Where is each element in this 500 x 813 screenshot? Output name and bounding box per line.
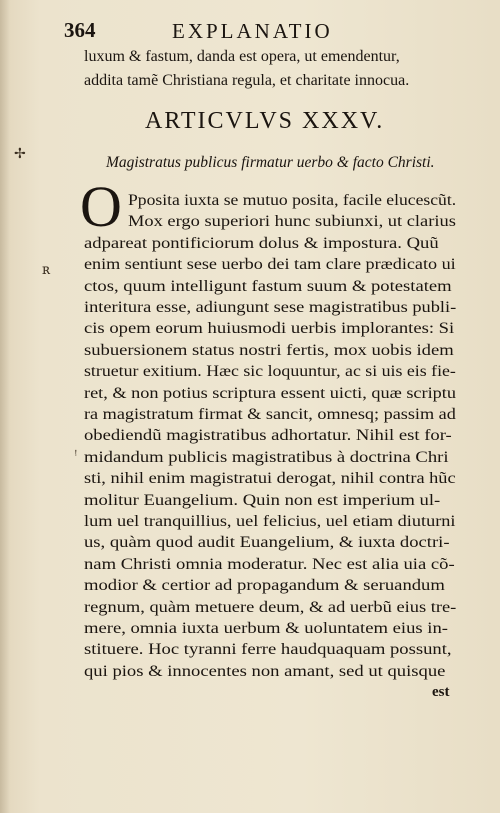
margin-tick-mark: ʀ <box>42 262 51 278</box>
body-text-line: modior & certior ad propagandum & seruandum <box>84 576 445 595</box>
continued-text-line: luxum & fastum, danda est opera, ut emendentur, <box>84 48 400 65</box>
body-text-line: cis opem eorum huiusmodi uerbis implorantes: Si <box>84 319 455 338</box>
running-title: EXPLANATIO <box>172 19 333 43</box>
margin-dot-mark: ꜝ <box>74 448 78 464</box>
gutter-shadow <box>0 0 10 813</box>
drop-initial: O <box>80 174 122 239</box>
body-text-line: enim sentiunt sese uerbo dei tam clare prædicato ui <box>84 255 456 274</box>
body-text-line: ret, & non potius scriptura essent uicti, quæ scriptu <box>84 383 456 402</box>
body-text-line: molitur Euangelium. Quin non est imperium ul- <box>84 490 441 509</box>
continued-text-line: addita tamẽ Christiana regula, et charitate innocua. <box>84 72 410 89</box>
margin-ornament-icon: ✢ <box>14 146 26 162</box>
page-number: 364 <box>64 18 96 42</box>
body-text-line: obediendũ magistratibus adhortatur. Nihil est for- <box>84 426 452 445</box>
body-text-line: mere, omnia iuxta uerbum & uoluntatem eius in- <box>84 619 448 637</box>
body-text-line: struetur exitium. Hæc sic loquuntur, ac si uis eis fie- <box>84 362 456 381</box>
body-text-line: lum uel tranquillius, uel felicius, uel etiam diuturni <box>84 512 456 530</box>
article-argument: Magistratus publicus firmatur uerbo & facto Christi. <box>106 154 435 171</box>
body-text-line: Pposita iuxta se mutuo posita, facile elucescũt. <box>128 191 457 209</box>
body-text-line: ra magistratum firmat & sancit, omnesq; passim ad <box>84 405 456 423</box>
body-text-line: us, quàm quod audit Euangelium, & iuxta doctri- <box>84 533 450 552</box>
body-text-line: stituere. Hoc tyranni ferre haudquaquam possunt, <box>84 640 452 659</box>
body-text-line: midandum publicis magistratibus à doctrina Chri <box>84 447 449 466</box>
running-head <box>64 18 454 46</box>
body-text-line: nam Christi omnia moderatur. Nec est alia uia cõ- <box>84 554 455 573</box>
body-text-line: ctos, quum intelligunt fastum suum & potestatem <box>84 276 452 295</box>
body-text-line: interitura esse, adiungunt sese magistratibus publi- <box>84 298 457 316</box>
body-text-line: regnum, quàm metuere deum, & ad uerbũ eius tre- <box>84 597 457 616</box>
body-text-line: sti, nihil enim magistratui derogat, nihil contra hũc <box>84 469 456 488</box>
body-text-line: adpareat pontificiorum dolus & impostura. Quũ <box>84 233 439 252</box>
body-text-line: Mox ergo superiori hunc subiunxi, ut clarius <box>128 212 456 231</box>
article-heading: ARTICVLVS XXXV. <box>145 108 385 134</box>
catchword: est <box>432 684 450 700</box>
body-text-line: qui pios & innocentes non amant, sed ut quisque <box>84 661 446 680</box>
body-text-line: subuersionem status nostri fertis, mox uobis idem <box>84 340 454 359</box>
